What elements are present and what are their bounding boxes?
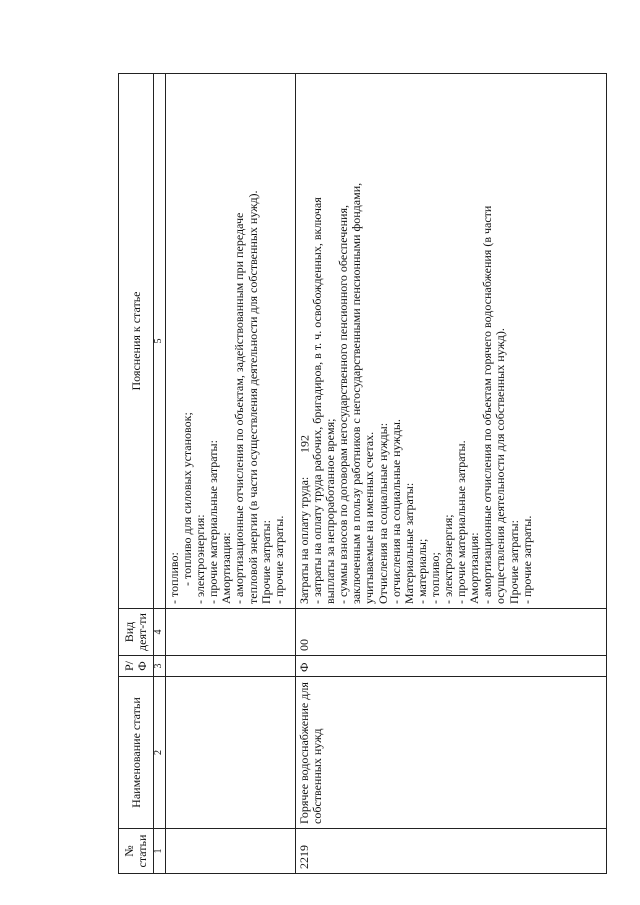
explain-line: - суммы взносов по договорам негосударственного пенсионного обеспечения, [336, 205, 351, 604]
explain-line: осуществления деятельности для собственных нужд). [493, 328, 508, 604]
col-number-5: 5 [154, 74, 166, 609]
col-number-3: 3 [154, 656, 166, 677]
explain-line: - топливо: [167, 552, 181, 604]
explain-line: - амортизационные отчисления по объектам горячего водоснабжения (в части [480, 205, 495, 604]
cell-empty [166, 829, 296, 874]
column-numbers-row [154, 74, 166, 874]
explain-line: - прочие затраты. [271, 515, 286, 604]
article-code: 2219 [296, 829, 607, 874]
header-kind: Вид деят-ти [119, 609, 154, 656]
explain-cell-2219 [296, 74, 607, 609]
article-name: Горячее водоснабжение для собственных нужд [296, 677, 607, 829]
explain-line: - топливо; [427, 552, 442, 604]
page-number-text: 192 [297, 435, 312, 453]
table-row-2219 [296, 74, 607, 874]
explain-cell-continued [166, 74, 296, 609]
articles-table-grid [118, 73, 607, 874]
explain-line: Амортизация: [219, 532, 234, 604]
explain-line: Отчисления на социальные нужды: [375, 422, 390, 604]
header-explain: Пояснения к статье [119, 74, 154, 609]
articles-table [118, 74, 608, 874]
explain-line: - прочие материальные затраты. [454, 440, 469, 604]
col-number-4: 4 [154, 609, 166, 656]
explain-line: - электроэнергия: [193, 514, 208, 604]
explain-line: Прочие затраты: [258, 520, 273, 604]
header-name: Наименование статьи [119, 677, 154, 829]
header-rf: Р/Ф [119, 656, 154, 677]
table-header-row [119, 74, 154, 874]
explain-line: выплаты за непроработанное время; [323, 418, 338, 604]
explain-line: - электроэнергия; [441, 514, 456, 604]
article-kind: 00 [296, 609, 607, 656]
explain-line: - затраты на оплату труда рабочих, бригадиров, в т. ч. освобожденных, включая [310, 197, 325, 604]
col-number-1: 1 [154, 829, 166, 874]
explain-line: Материальные затраты: [401, 482, 416, 604]
explain-line: учитываемые на именных счетах. [362, 431, 377, 604]
explain-line: - прочие материальные затраты: [206, 440, 221, 604]
explain-line: - прочие затраты. [519, 515, 534, 604]
cell-empty [166, 677, 296, 829]
explain-line: Затраты на оплату труда: [297, 476, 311, 604]
explain-line: - отчисления на социальные нужды. [388, 419, 403, 604]
explain-line: - материалы; [414, 538, 429, 604]
header-num: № статьи [119, 829, 154, 874]
article-rf: Ф [296, 656, 607, 677]
col-number-2: 2 [154, 677, 166, 829]
explain-line: Прочие затраты: [506, 520, 521, 604]
explain-line: тепловой энергии (в части осуществления деятельности для собственных нужд). [245, 190, 260, 604]
explain-line: Амортизация: [467, 532, 482, 604]
explain-line: - топливо для силовых установок; [180, 412, 195, 586]
cell-empty [166, 656, 296, 677]
explain-line: заключенным в пользу работников с негосударственными пенсионными фондами, [349, 182, 364, 604]
table-row-continued [166, 74, 296, 874]
explain-line: - амортизационные отчисления по объектам, задействованным при передаче [232, 212, 247, 604]
cell-empty [166, 609, 296, 656]
